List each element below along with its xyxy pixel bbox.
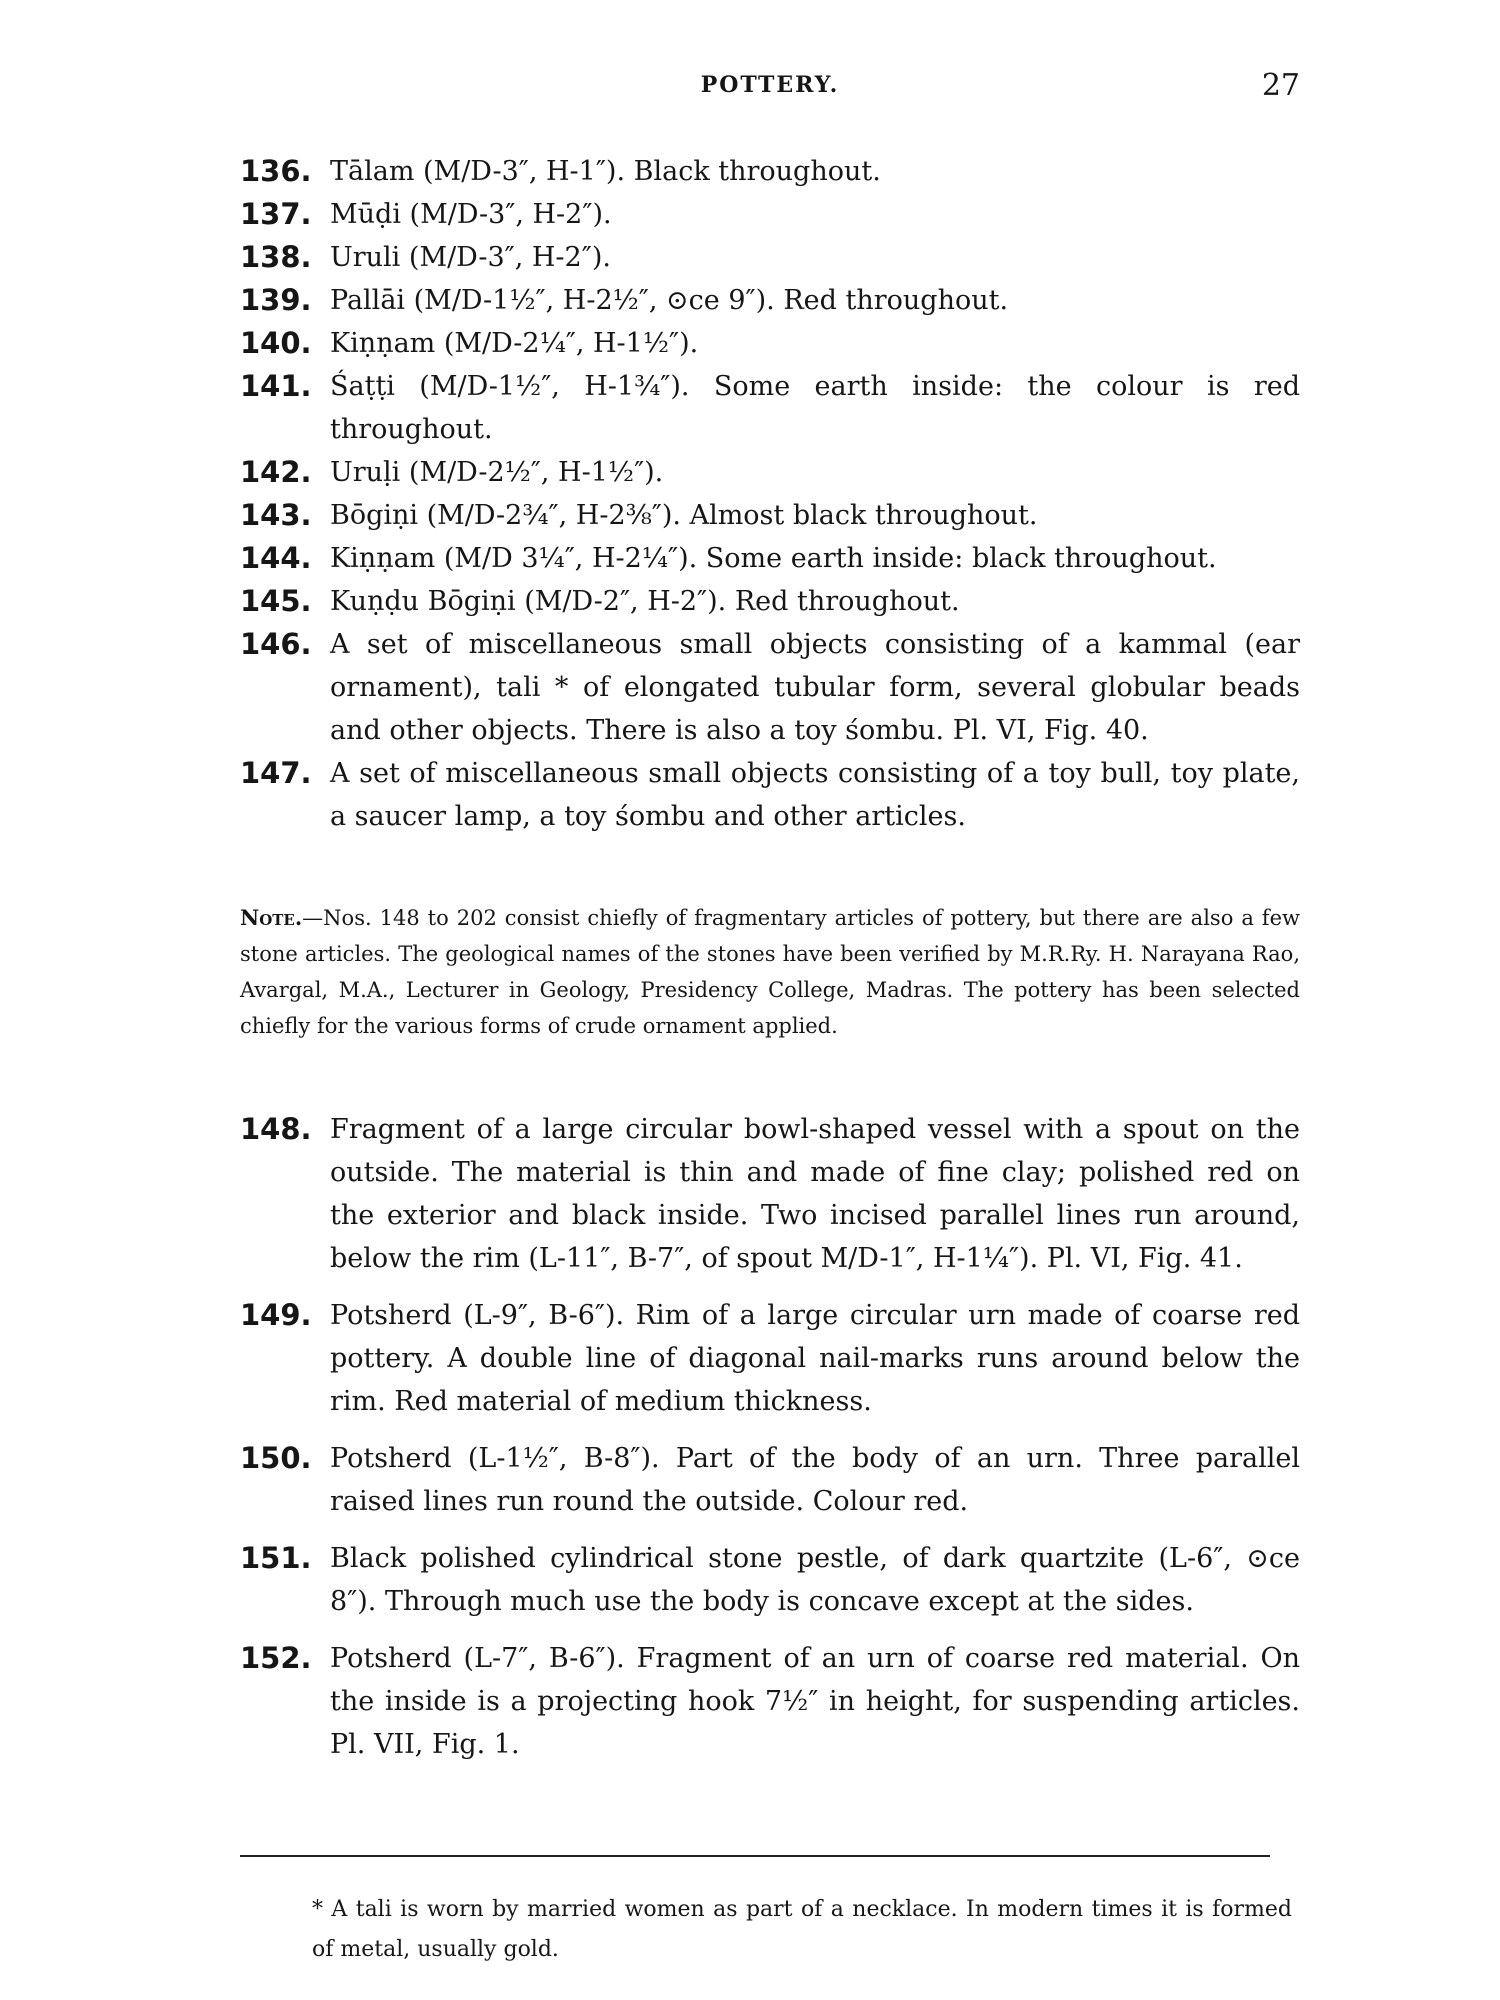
entry-text: Black polished cylindrical stone pestle, of dark quartzite (L-6″, ⊙ce 8″). Through much use the body is concave except at the sides. [330, 1543, 1300, 1617]
catalogue-entry [240, 580, 1300, 623]
entry-number: 145. [240, 584, 312, 618]
entry-number: 151. [240, 1541, 312, 1575]
entry-text: Potsherd (L-1½″, B-8″). Part of the body of an urn. Three parallel raised lines run round the outside. Colour red. [330, 1443, 1300, 1517]
entry-number: 141. [240, 369, 312, 403]
entry-text: Potsherd (L-7″, B-6″). Fragment of an urn of coarse red material. On the inside is a projecting hook 7½″ in height, for suspending articles. Pl. VII, Fig. 1. [330, 1643, 1300, 1760]
catalogue-entry [240, 494, 1300, 537]
running-head [240, 68, 1300, 112]
catalogue-entry [240, 1108, 1300, 1280]
entry-text: Potsherd (L-9″, B-6″). Rim of a large circular urn made of coarse red pottery. A double line of diagonal nail-marks runs around below the rim. Red material of medium thickness. [330, 1300, 1300, 1417]
entry-text: A set of miscellaneous small objects consisting of a kammal (ear ornament), tali * of elongated tubular form, several globular beads and other objects. There is also a toy śombu. Pl. VI, Fig. 40. [330, 629, 1300, 746]
footnote [232, 1890, 1292, 1970]
catalogue-entry [240, 623, 1300, 752]
page-number: 27 [1261, 68, 1300, 103]
entry-number: 152. [240, 1641, 312, 1675]
catalogue-entries-bottom [240, 1108, 1300, 1780]
entry-number: 143. [240, 498, 312, 532]
note-label: Note. [240, 905, 303, 930]
entry-text: Fragment of a large circular bowl-shaped vessel with a spout on the outside. The material is thin and made of fine clay; polished red on the exterior and black inside. Two incised parallel lines run around, below the rim (L-11″, B-7″, of spout M/D-1″, H-1¼″). Pl. VI, Fig. 41. [330, 1114, 1300, 1274]
editorial-note [240, 900, 1300, 1044]
entry-text: Mūḍi (M/D-3″, H-2″). [330, 199, 612, 230]
footnote-divider [240, 1855, 1270, 1857]
entry-number: 150. [240, 1441, 312, 1475]
entry-text: Kuṇḍu Bōgiṇi (M/D-2″, H-2″). Red throughout. [330, 586, 960, 617]
catalogue-entry [240, 365, 1300, 451]
catalogue-entry [240, 1294, 1300, 1423]
entry-number: 142. [240, 455, 312, 489]
entry-text: Śaṭṭi (M/D-1½″, H-1¾″). Some earth inside: the colour is red throughout. [330, 371, 1300, 445]
catalogue-entry [240, 1537, 1300, 1623]
entry-text: Bōgiṇi (M/D-2¾″, H-2⅜″). Almost black throughout. [330, 500, 1038, 531]
entry-text: A set of miscellaneous small objects consisting of a toy bull, toy plate, a saucer lamp, a toy śombu and other articles. [330, 758, 1300, 832]
catalogue-entry [240, 150, 1300, 193]
catalogue-entry [240, 279, 1300, 322]
running-head-title: POTTERY. [700, 72, 840, 98]
catalogue-entry [240, 193, 1300, 236]
entry-number: 144. [240, 541, 312, 575]
entry-number: 140. [240, 326, 312, 360]
catalogue-entries-top [240, 150, 1300, 838]
entry-number: 136. [240, 154, 312, 188]
catalogue-entry [240, 1437, 1300, 1523]
entry-number: 149. [240, 1298, 312, 1332]
entry-text: Pallāi (M/D-1½″, H-2½″, ⊙ce 9″). Red throughout. [330, 285, 1009, 316]
entry-number: 148. [240, 1112, 312, 1146]
catalogue-entry [240, 752, 1300, 838]
catalogue-entry [240, 236, 1300, 279]
note-text: —Nos. 148 to 202 consist chiefly of fragmentary articles of pottery, but there are also a few stone articles. The geological names of the stones have been verified by M.R.Ry. H. Narayana Rao, Avargal, M.A., Lecturer in Geology, Presidency College, Madras. The pottery has been selected chiefly for the various forms of crude ornament applied. [240, 906, 1300, 1038]
catalogue-entry [240, 322, 1300, 365]
entry-text: Uruli (M/D-3″, H-2″). [330, 242, 611, 273]
catalogue-entry [240, 537, 1300, 580]
entry-text: Kiṇṇam (M/D 3¼″, H-2¼″). Some earth inside: black throughout. [330, 543, 1217, 574]
entry-number: 139. [240, 283, 312, 317]
entry-text: Tālam (M/D-3″, H-1″). Black throughout. [330, 156, 881, 187]
footnote-text: * A tali is worn by married women as part of a necklace. In modern times it is formed of metal, usually gold. [312, 1897, 1292, 1962]
entry-text: Uruḷi (M/D-2½″, H-1½″). [330, 457, 664, 488]
catalogue-entry [240, 1637, 1300, 1766]
entry-number: 138. [240, 240, 312, 274]
catalogue-entry [240, 451, 1300, 494]
entry-text: Kiṇṇam (M/D-2¼″, H-1½″). [330, 328, 699, 359]
entry-number: 137. [240, 197, 312, 231]
entry-number: 146. [240, 627, 312, 661]
entry-number: 147. [240, 756, 312, 790]
